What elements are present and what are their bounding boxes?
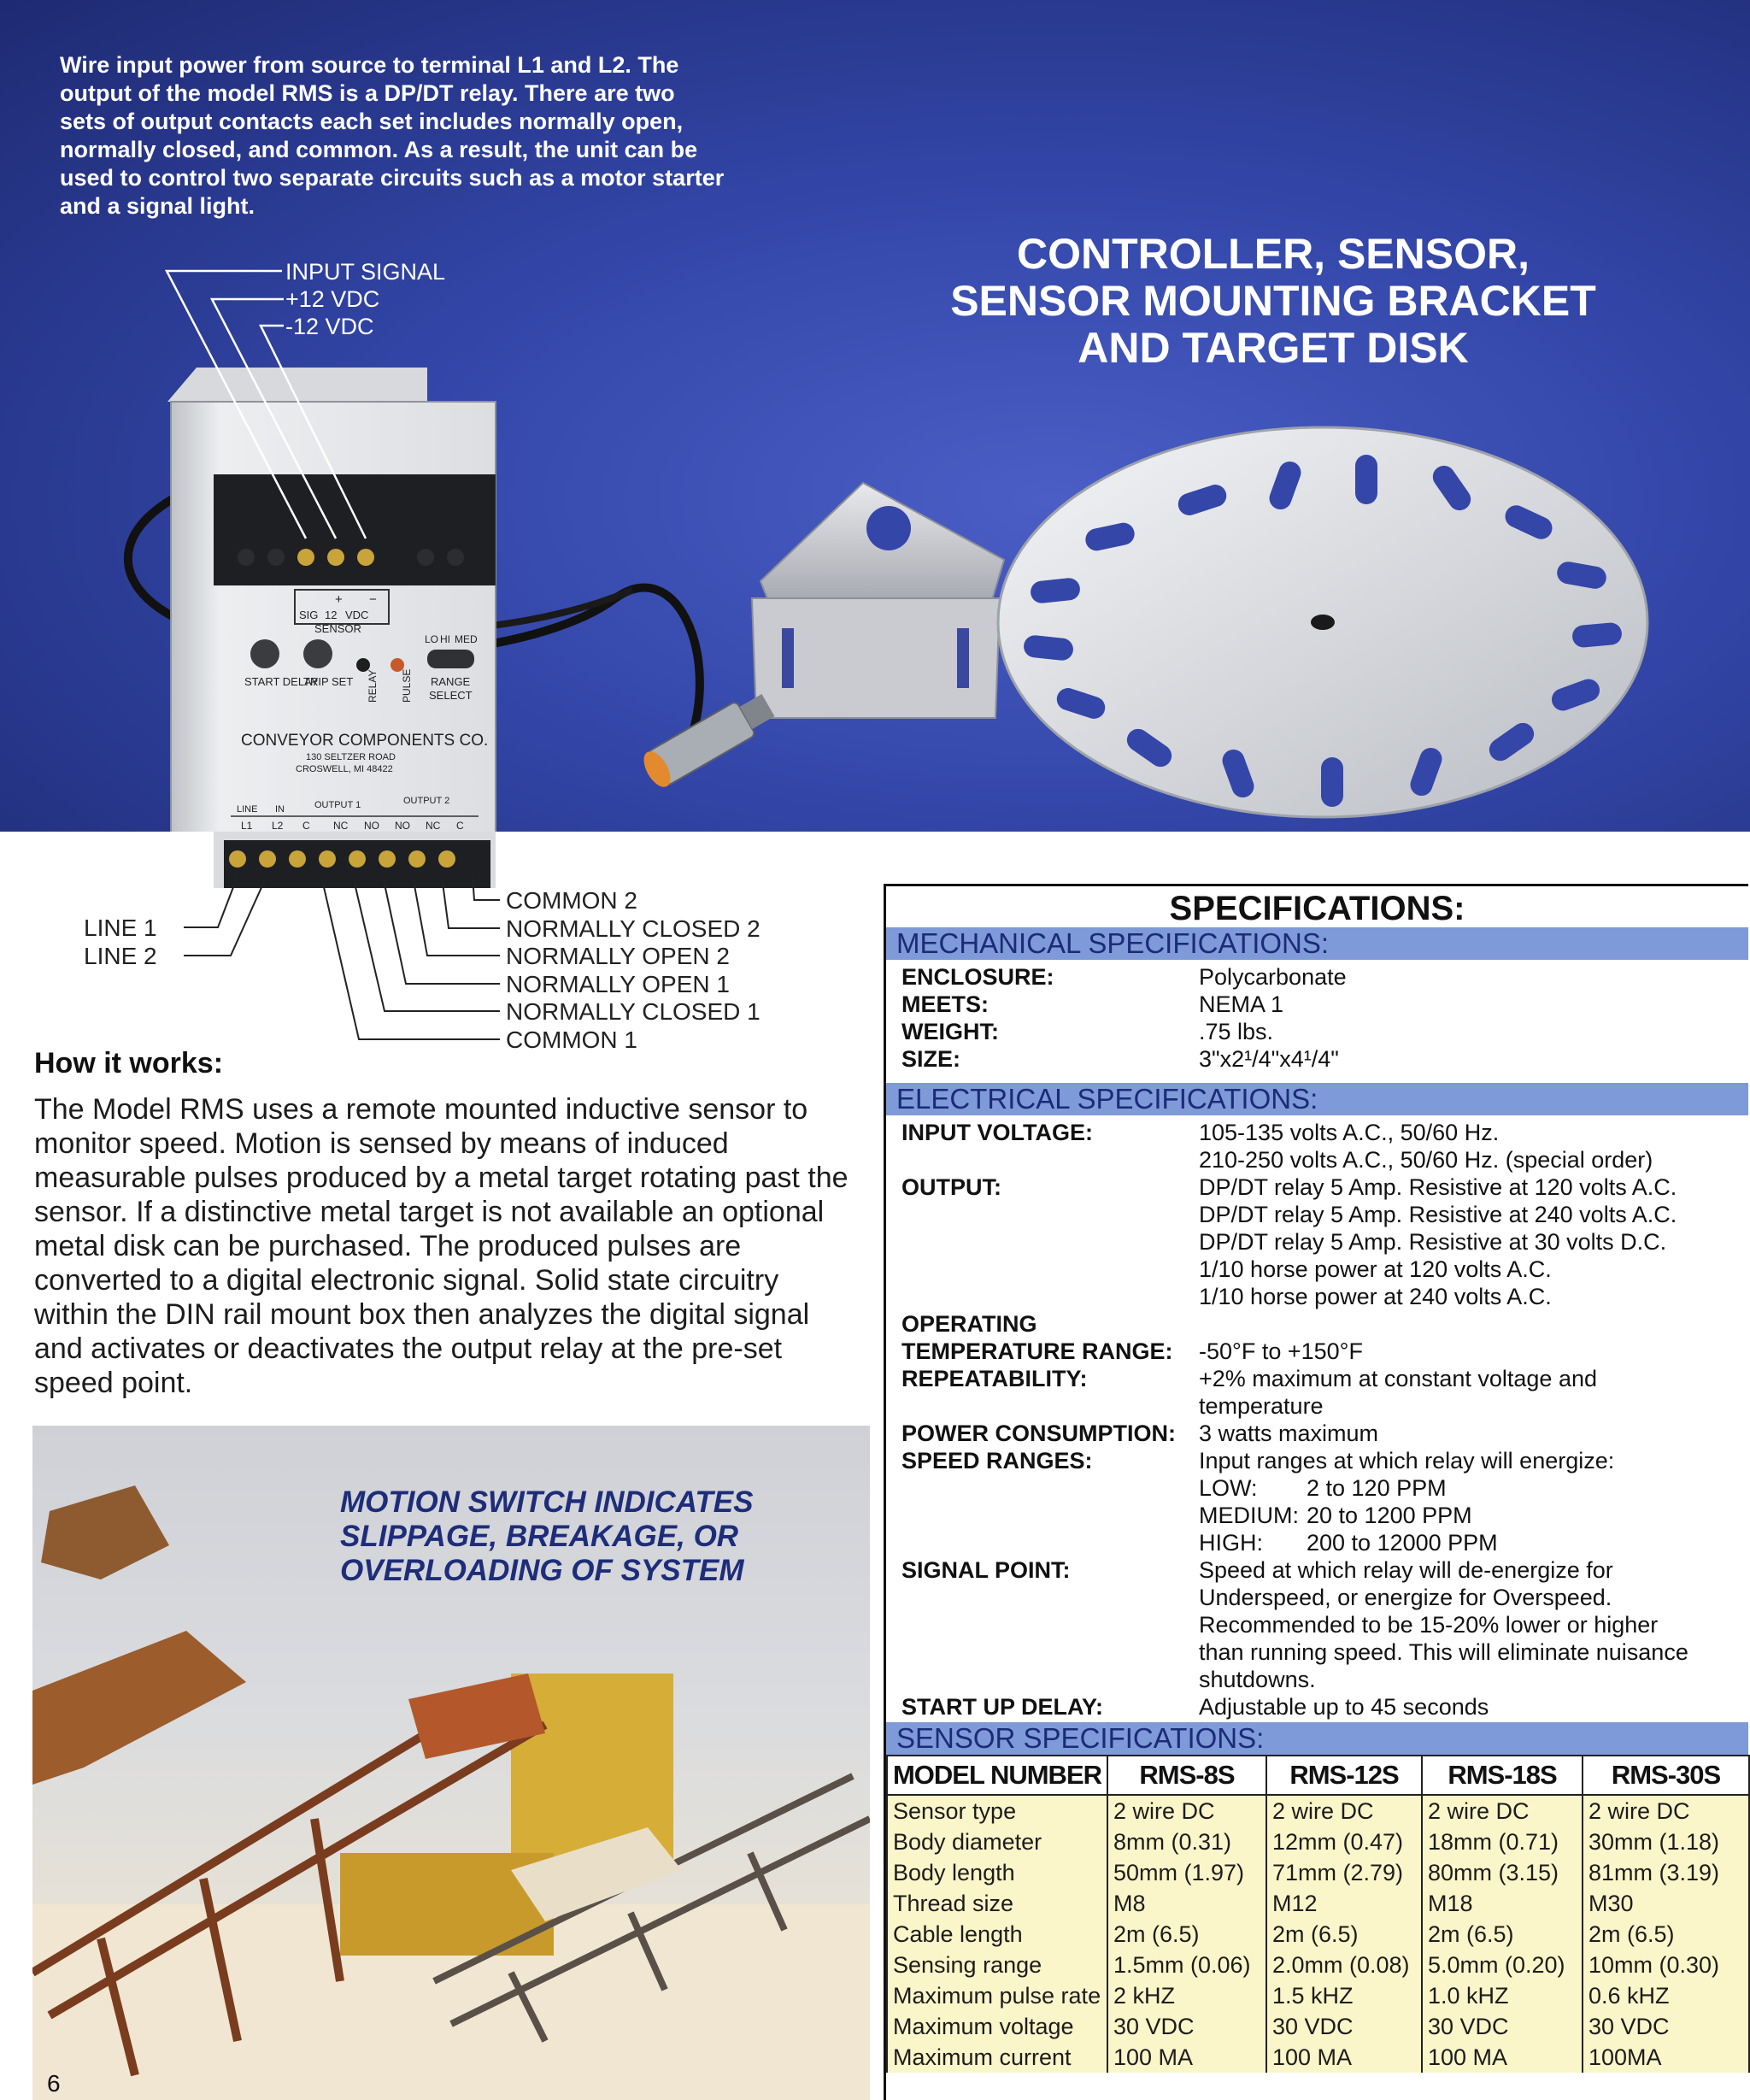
table-row — [887, 1826, 1749, 1857]
sensor-property-value: 30 VDC — [1422, 2011, 1583, 2042]
spec-value-line: 3 watts maximum — [1199, 1421, 1379, 1446]
spec-value-line: 105-135 volts A.C., 50/60 Hz. — [1199, 1120, 1500, 1145]
sensor-column-header: MODEL NUMBER — [887, 1756, 1107, 1795]
sensor-property-value: 71mm (2.79) — [1266, 1857, 1422, 1888]
spec-value — [1199, 1045, 1748, 1073]
sensor-property-value: 50mm (1.97) — [1107, 1857, 1266, 1888]
sensor-property-value: 30 VDC — [1107, 2011, 1266, 2042]
plus-12vdc-label: +12 VDC — [285, 286, 380, 312]
spec-value — [1199, 1338, 1748, 1365]
spec-value-line: than running speed. This will eliminate nuisance — [1199, 1639, 1688, 1665]
spec-value — [1199, 963, 1748, 991]
sensor-column-header: RMS-30S — [1583, 1756, 1749, 1795]
spec-key: ENCLOSURE: — [901, 964, 1054, 990]
spec-row — [886, 1365, 1748, 1420]
sensor-property-value: 1.5 kHZ — [1266, 1980, 1422, 2011]
sensor-header-minus: − — [369, 592, 377, 607]
spec-row — [886, 1174, 1748, 1310]
inductive-sensor — [638, 688, 778, 791]
sensor-property-value: 100 MA — [1266, 2042, 1422, 2073]
wiring-intro-text: Wire input power from source to terminal L1 and L2. The output of the model RMS is a DP/DT relay. There are two sets of output contacts each set includes normally open, normally closed, and common. As a result, the unit can be used to control two separate circuits such as a motor starter and a signal light. — [60, 52, 725, 219]
spec-row — [886, 1338, 1748, 1365]
sensor-property-value: 10mm (0.30) — [1583, 1950, 1749, 1980]
terminal-label: NO — [395, 820, 410, 832]
spec-value — [1199, 1693, 1748, 1721]
terminal-screw — [438, 850, 455, 868]
sensor-specs-heading: SENSOR SPECIFICATIONS: — [886, 1722, 1748, 1755]
spec-key: WEIGHT: — [901, 1019, 999, 1044]
spec-key: SIGNAL POINT: — [901, 1557, 1071, 1583]
photo-caption-line: MOTION SWITCH INDICATES — [340, 1485, 754, 1519]
terminal-wiring-diagram — [0, 832, 884, 1054]
spec-row — [886, 1420, 1748, 1447]
terminal-screw — [229, 850, 246, 868]
terminal-label: L1 — [241, 820, 253, 832]
speed-range-name: LOW: — [1199, 1475, 1258, 1501]
mechanical-specs-heading: MECHANICAL SPECIFICATIONS: — [886, 927, 1748, 960]
sensor-property-name: Maximum pulse rate — [887, 1980, 1107, 2011]
spec-value — [1199, 1529, 1748, 1556]
trip-set-knob — [303, 639, 332, 668]
spec-key: REPEATABILITY: — [901, 1366, 1088, 1391]
line-2-label: LINE 2 — [84, 943, 157, 969]
sensor-column-header: RMS-12S — [1266, 1756, 1422, 1795]
hero-product-photo — [0, 0, 1750, 832]
normally-closed-1-label: NORMALLY CLOSED 1 — [506, 998, 760, 1025]
electrical-specs-list — [886, 1119, 1748, 1721]
speed-range-value: 200 to 12000 PPM — [1307, 1530, 1498, 1556]
sensor-property-name: Maximum voltage — [887, 2011, 1107, 2042]
table-row — [887, 1950, 1749, 1980]
terminal-label: C — [456, 820, 464, 832]
spec-value — [1199, 1474, 1748, 1502]
terminal-screw — [289, 850, 306, 868]
spec-key — [901, 1529, 1199, 1556]
sensor-property-value: 2m (6.5) — [1422, 1919, 1583, 1950]
spec-key: MEETS: — [901, 991, 990, 1017]
electrical-specs-heading: ELECTRICAL SPECIFICATIONS: — [886, 1083, 1748, 1115]
hero-banner — [0, 0, 1750, 832]
sensor-property-value: 2 wire DC — [1583, 1795, 1749, 1826]
specifications-title: SPECIFICATIONS: — [1169, 890, 1465, 927]
spec-key: START UP DELAY: — [901, 1694, 1104, 1720]
relay-led-label: RELAY — [367, 669, 379, 703]
spec-value-line: Input ranges at which relay will energize: — [1199, 1448, 1615, 1474]
terminal-screw — [379, 850, 396, 868]
sensor-property-value: 100MA — [1583, 2042, 1749, 2073]
sensor-property-value: 8mm (0.31) — [1107, 1826, 1266, 1857]
photo-caption-line: OVERLOADING OF SYSTEM — [340, 1554, 744, 1587]
spec-value-line: DP/DT relay 5 Amp. Resistive at 240 volts A.C. — [1199, 1202, 1677, 1227]
line-1-label: LINE 1 — [84, 915, 157, 941]
table-row — [887, 1795, 1749, 1826]
terminal-screw — [259, 850, 276, 868]
sensor-property-value: M8 — [1107, 1888, 1266, 1919]
select-label: SELECT — [429, 689, 473, 702]
spec-row — [886, 1474, 1748, 1502]
spec-value-line: NEMA 1 — [1199, 991, 1284, 1017]
spec-row — [886, 1119, 1748, 1174]
sensor-property-value: 0.6 kHZ — [1583, 1980, 1749, 2011]
spec-value — [1199, 1556, 1748, 1693]
terminal-screw — [408, 850, 426, 868]
sensor-property-value: M30 — [1583, 1888, 1749, 1919]
sensor-property-value: M18 — [1422, 1888, 1583, 1919]
spec-value — [1199, 1420, 1748, 1447]
speed-range-name: HIGH: — [1199, 1530, 1264, 1556]
sensor-property-value: 18mm (0.71) — [1422, 1826, 1583, 1857]
spec-value-line: +2% maximum at constant voltage and — [1199, 1366, 1598, 1391]
minus-12vdc-label: -12 VDC — [285, 314, 374, 339]
sensor-property-value: 2m (6.5) — [1266, 1919, 1422, 1950]
sensor-header-sig: SIG — [299, 609, 319, 621]
spec-key: OPERATING — [901, 1311, 1037, 1337]
hero-title-line: AND TARGET DISK — [1078, 324, 1469, 372]
rms-controller-unit — [167, 368, 496, 832]
table-row — [887, 1888, 1749, 1919]
table-row — [887, 1919, 1749, 1950]
spec-row — [886, 1556, 1748, 1693]
spec-value-line: -50°F to +150°F — [1199, 1338, 1363, 1364]
specifications-panel — [884, 884, 1748, 2100]
range-label: RANGE — [431, 675, 471, 688]
table-row — [887, 1980, 1749, 2011]
range-select-switch — [427, 650, 474, 668]
photo-caption — [340, 1485, 754, 1588]
spec-value — [1199, 1018, 1748, 1045]
speed-range-value: 20 to 1200 PPM — [1307, 1503, 1472, 1528]
start-delay-knob — [250, 639, 279, 668]
speed-range-name: MEDIUM: — [1199, 1503, 1299, 1528]
terminal-screw — [319, 850, 336, 868]
normally-closed-2-label: NORMALLY CLOSED 2 — [506, 915, 760, 942]
pulse-led-label: PULSE — [401, 668, 413, 703]
hero-title — [897, 231, 1649, 372]
table-row — [887, 1857, 1749, 1888]
spec-value — [1199, 1119, 1748, 1174]
sensor-property-value: 1.5mm (0.06) — [1107, 1950, 1266, 1980]
spec-row — [886, 1310, 1748, 1338]
trip-set-label: TRIP SET — [303, 675, 354, 688]
sensor-property-value: 2m (6.5) — [1107, 1919, 1266, 1950]
sensor-header-plus: + — [335, 592, 343, 607]
sensor-property-name: Body length — [887, 1857, 1107, 1888]
input-signal-label: INPUT SIGNAL — [285, 259, 446, 285]
spec-key: TEMPERATURE RANGE: — [901, 1338, 1173, 1364]
sensor-property-value: 81mm (3.19) — [1583, 1857, 1749, 1888]
sensor-column-header: RMS-18S — [1422, 1756, 1583, 1795]
sensor-property-value: 30mm (1.18) — [1583, 1826, 1749, 1857]
spec-key — [901, 1474, 1199, 1502]
spec-row — [886, 1018, 1748, 1045]
sensor-property-value: 5.0mm (0.20) — [1422, 1950, 1583, 1980]
spec-key: OUTPUT: — [901, 1174, 1001, 1200]
spec-value — [1199, 1365, 1748, 1420]
terminal-screw — [349, 850, 366, 868]
spec-value-line: shutdowns. — [1199, 1667, 1316, 1692]
normally-open-1-label: NORMALLY OPEN 1 — [506, 971, 730, 997]
spec-value — [1199, 1502, 1748, 1529]
range-med-label: MED — [455, 633, 478, 645]
sensor-property-value: M12 — [1266, 1888, 1422, 1919]
spec-value — [1199, 991, 1748, 1018]
company-address-2: CROSWELL, MI 48422 — [296, 764, 393, 774]
sensor-column-header: RMS-8S — [1107, 1756, 1266, 1795]
sensor-property-name: Thread size — [887, 1888, 1107, 1919]
spec-key: POWER CONSUMPTION: — [901, 1421, 1176, 1446]
sensor-header-label: SENSOR — [314, 622, 361, 635]
page-number: 6 — [47, 2070, 61, 2097]
terminal-group-in: IN — [275, 804, 285, 815]
spec-value-line: Recommended to be 15-20% lower or higher — [1199, 1612, 1659, 1638]
sensor-property-value: 2 kHZ — [1107, 1980, 1266, 2011]
spec-value — [1199, 1174, 1748, 1310]
sensor-property-value: 2m (6.5) — [1583, 1919, 1749, 1950]
spec-value — [1199, 1310, 1748, 1338]
company-address-1: 130 SELTZER ROAD — [306, 752, 396, 762]
sensor-mounting-bracket — [752, 483, 1004, 718]
sensor-property-value: 30 VDC — [1266, 2011, 1422, 2042]
sensor-specs-table — [886, 1755, 1750, 2073]
sensor-header-12: 12 — [325, 609, 338, 621]
spec-key: SPEED RANGES: — [901, 1448, 1093, 1474]
sensor-property-value: 1.0 kHZ — [1422, 1980, 1583, 2011]
terminal-label: L2 — [272, 820, 284, 832]
range-lo-label: LO — [425, 633, 439, 645]
terminal-group-line: LINE — [237, 804, 258, 815]
sensor-property-value: 100 MA — [1422, 2042, 1583, 2073]
photo-caption-line: SLIPPAGE, BREAKAGE, OR — [340, 1520, 739, 1553]
spec-value-line: 3"x2¹/4"x4¹/4" — [1199, 1046, 1339, 1072]
company-name: CONVEYOR COMPONENTS CO. — [241, 732, 489, 750]
spec-value-line: Underspeed, or energize for Overspeed. — [1199, 1585, 1612, 1610]
spec-row — [886, 1693, 1748, 1721]
spec-row — [886, 991, 1748, 1018]
spec-value-line: DP/DT relay 5 Amp. Resistive at 120 volts A.C. — [1199, 1174, 1677, 1200]
spec-value-line: temperature — [1199, 1393, 1324, 1419]
target-disk — [998, 427, 1647, 817]
output-leader-lines — [184, 876, 500, 1039]
spec-value-line — [1199, 1310, 1748, 1338]
sensor-property-value: 2 wire DC — [1422, 1795, 1583, 1826]
spec-row — [886, 963, 1748, 991]
speed-range-value: 2 to 120 PPM — [1307, 1475, 1447, 1501]
normally-open-2-label: NORMALLY OPEN 2 — [506, 943, 730, 969]
sensor-property-value: 80mm (3.15) — [1422, 1857, 1583, 1888]
how-it-works-body: The Model RMS uses a remote mounted inductive sensor to monitor speed. Motion is sensed by means of induced measurable pulses produced by a metal target rotating past the sensor. If a distinctive metal target is not available an optional metal disk can be purchased. The produced pulses are converted to a digital electronic signal. Solid state circuitry within the DIN rail mount box then analyzes the digital signal and activates or deactivates the output relay at the pre-set speed point. — [34, 1093, 849, 1399]
spec-value — [1199, 1447, 1748, 1474]
sensor-property-name: Body diameter — [887, 1826, 1107, 1857]
sensor-property-name: Maximum current — [887, 2042, 1107, 2073]
mechanical-specs-list — [886, 963, 1748, 1073]
sensor-property-value: 2 wire DC — [1266, 1795, 1422, 1826]
spec-row — [886, 1447, 1748, 1474]
spec-value-line: 1/10 horse power at 120 volts A.C. — [1199, 1256, 1552, 1282]
table-row — [887, 2042, 1749, 2073]
sensor-property-value: 2 wire DC — [1107, 1795, 1266, 1826]
spec-value-line: Speed at which relay will de-energize for — [1199, 1557, 1613, 1583]
range-hi-label: HI — [440, 633, 450, 645]
terminal-group-output-2: OUTPUT 2 — [403, 796, 450, 806]
spec-key: INPUT VOLTAGE: — [901, 1120, 1093, 1145]
sensor-property-value: 2.0mm (0.08) — [1266, 1950, 1422, 1980]
spec-value-line: DP/DT relay 5 Amp. Resistive at 30 volts D.C. — [1199, 1229, 1667, 1255]
sensor-header-vdc: VDC — [345, 609, 369, 621]
sensor-property-name: Sensor type — [887, 1795, 1107, 1826]
how-it-works-heading: How it works: — [34, 1047, 224, 1079]
common-1-label: COMMON 1 — [506, 1026, 637, 1053]
spec-key: SIZE: — [901, 1046, 961, 1072]
terminal-label: NO — [364, 820, 379, 832]
common-2-label: COMMON 2 — [506, 887, 637, 914]
spec-row — [886, 1502, 1748, 1529]
spec-value-line: Polycarbonate — [1199, 964, 1347, 990]
terminal-group-output-1: OUTPUT 1 — [314, 800, 361, 810]
spec-value-line: .75 lbs. — [1199, 1019, 1274, 1044]
sensor-property-name: Cable length — [887, 1919, 1107, 1950]
terminal-label: C — [302, 820, 310, 832]
spec-value-line: Adjustable up to 45 seconds — [1199, 1694, 1489, 1720]
sensor-property-value: 100 MA — [1107, 2042, 1266, 2073]
hero-title-line: CONTROLLER, SENSOR, — [1016, 230, 1530, 278]
spec-value-line: 210-250 volts A.C., 50/60 Hz. (special order) — [1199, 1147, 1653, 1173]
sensor-property-name: Sensing range — [887, 1950, 1107, 1980]
terminal-label: NC — [333, 820, 349, 832]
spec-value-line: 1/10 horse power at 240 volts A.C. — [1199, 1284, 1552, 1309]
sensor-property-value: 30 VDC — [1583, 2011, 1749, 2042]
sensor-property-value: 12mm (0.47) — [1266, 1826, 1422, 1857]
spec-row — [886, 1529, 1748, 1556]
start-delay-label: START DELAY — [244, 675, 319, 688]
spec-key — [901, 1502, 1199, 1529]
conveyor-site-photo — [32, 1426, 870, 2100]
terminal-label: NC — [426, 820, 441, 832]
hero-title-line: SENSOR MOUNTING BRACKET — [950, 277, 1596, 325]
table-row — [887, 2011, 1749, 2042]
spec-row — [886, 1045, 1748, 1073]
